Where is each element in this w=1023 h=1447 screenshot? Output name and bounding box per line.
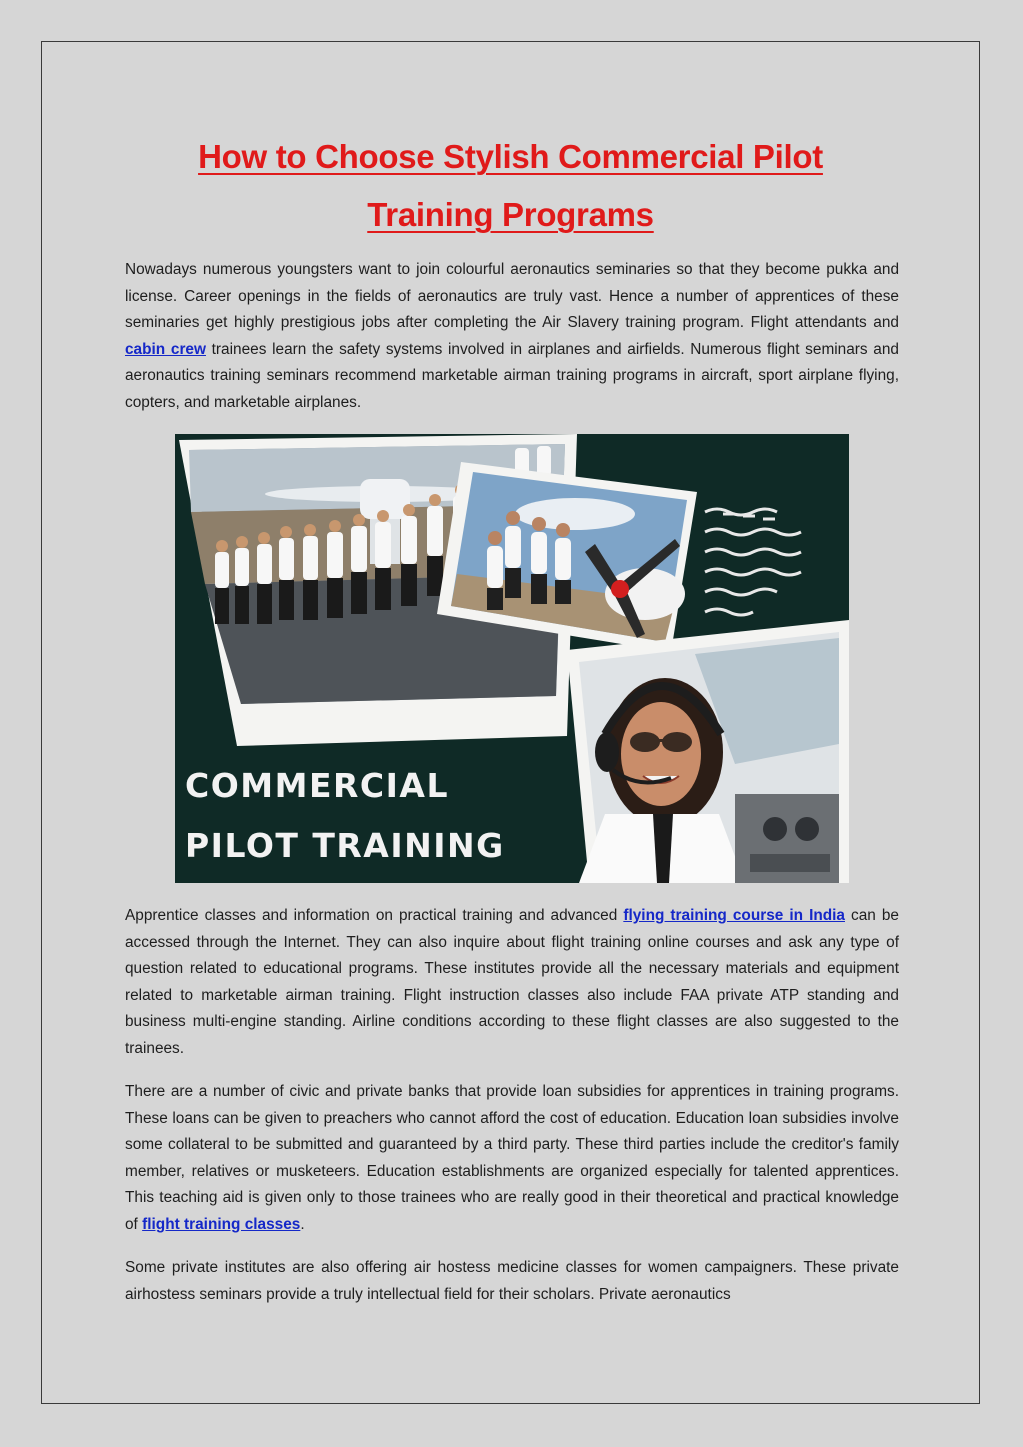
paragraph-intro-text-a: Nowadays numerous youngsters want to join colourful aeronautics seminaries so that they become pukka and license. Career openings in the fields of aeronautics are truly vast. Hence a number of apprentices of these seminaries get highly prestigious jobs after completing the Air Slavery training program. Flight attendants and (125, 261, 899, 332)
paragraph-private-institutes-text: Some private institutes are also offering air hostess medicine classes for women campaigners. These private airhostess seminars provide a truly intellectual field for their scholars. Private aeronautics (125, 1259, 899, 1303)
title-line-2: Training Programs (367, 196, 654, 233)
paragraph-loans (125, 1079, 899, 1239)
document-title (42, 128, 979, 244)
cabin-crew-link[interactable]: cabin crew (125, 340, 206, 358)
hero-caption-line-1: COMMERCIAL (185, 766, 449, 805)
paragraph-courses-text-a: Apprentice classes and information on practical training and advanced (125, 907, 624, 924)
title-line-1: How to Choose Stylish Commercial Pilot (198, 138, 823, 175)
paragraph-loans-text-b: . (300, 1215, 305, 1233)
postmark-lines (705, 509, 801, 615)
flight-training-classes-link[interactable]: flight training classes (142, 1215, 301, 1233)
paragraph-intro-text-b: trainees learn the safety systems involved in airplanes and airfields. Numerous flight seminars and aeronautics training seminars recommend marketable airman training programs in aircraft, sport airplane flying, copters, and marketable airplanes. (125, 340, 899, 411)
cockpit-pilot-photo (567, 620, 849, 883)
postmark-dashes (723, 514, 775, 519)
hero-caption-line-2: PILOT TRAINING (185, 826, 505, 865)
hero-caption (185, 756, 505, 876)
hero-image (175, 434, 849, 883)
document-page (41, 41, 980, 1404)
paragraph-loans-text-a: There are a number of civic and private banks that provide loan subsidies for apprentices in training programs. These loans can be given to preachers who cannot afford the cost of education. Education loan subsidies involve some collateral to be submitted and guaranteed by a third party. These third parties include the creditor's family member, relatives or musketeers. Education establishments are organized especially for talented apprentices. This teaching aid is given only to those trainees who are really good in their theoretical and practical knowledge of (125, 1083, 899, 1233)
paragraph-intro (125, 257, 899, 417)
paragraph-courses (125, 903, 899, 1063)
paragraph-private-institutes (125, 1255, 899, 1308)
paragraph-courses-text-b: can be accessed through the Internet. They can also inquire about flight training online courses and ask any type of question related to educational programs. These institutes provide all the necessary materials and equipment related to marketable airman training. Flight instruction classes also include FAA private ATP standing and business multi-engine standing. Airline conditions according to these flight classes are also suggested to the trainees. (125, 907, 899, 1057)
flying-training-course-link[interactable]: flying training course in India (623, 907, 845, 924)
